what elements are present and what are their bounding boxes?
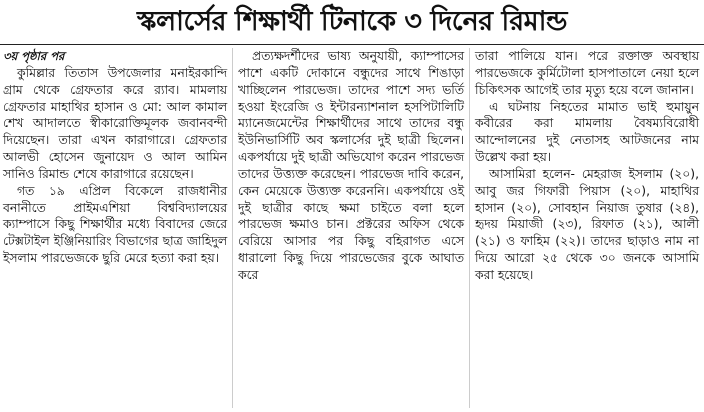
headline: স্কলার্সের শিক্ষার্থী টিনাকে ৩ দিনের রিমান্ড [137, 6, 567, 37]
paragraph: গত ১৯ এপ্রিল বিকেলে রাজধানীর বনানীতে প্রাইমএশিয়া বিশ্ববিদ্যালয়ের ক্যাম্পাসে কিছু শিক্ষার্থীর মধ্যে বিবাদের জেরে টেক্সটাইল ইঞ্জিনিয়ারিং বিভাগের ছাত্র জাহিদুল ইসলাম পারভেজকে ছুরি মেরে হত্যা করা হয়। [3, 183, 227, 266]
continuation-label: ৩য় পৃষ্ঠার পর [3, 49, 65, 63]
column-separator [469, 48, 470, 408]
paragraph: আসামিরা হলেন- মেহরাজ ইসলাম (২০), আবু জর গিফারী পিয়াস (২০), মাহাথির হাসান (২০), সোবহান নিয়াজ তুষার (২৪), হৃদয় মিয়াজী (২৩), রিফাত (২১), আলী (২১) ও ফাহিম (২২)। তাদের ছাড়াও নাম না দিয়ে আরো ২৫ থেকে ৩০ জনকে আসামি করা হয়েছে। [475, 166, 699, 282]
column-2 [238, 48, 464, 284]
paragraph: এ ঘটনায় নিহতের মামাত ভাই হুমায়ুন কবীরের করা মামলায় বৈষম্যবিরোধী আন্দোলনের দুই নেতাসহ আটজনের নাম উল্লেখ করা হয়। [475, 99, 699, 165]
column-3 [475, 48, 699, 284]
paragraph: কুমিল্লার তিতাস উপজেলার মনাইরকান্দি গ্রাম থেকে গ্রেফতার করে র‍্যাব। মামলায় গ্রেফতার মাহাথির হাসান ও মো: আল কামাল শেখ আদালতে স্বীকারোক্তিমূলক জবানবন্দী দিয়েছেন। তারা এখন কারাগারে। গ্রেফতার আলভী হোসেন জুনায়েদ ও আল আমিন সানিও রিমান্ড শেষে কারাগারে রয়েছেন। [3, 65, 227, 181]
column-separator [232, 48, 233, 408]
column-1 [3, 48, 227, 267]
paragraph: তারা পালিয়ে যান। পরে রক্তাক্ত অবস্থায় পারভেজকে কুর্মিটোলা হাসপাতালে নেয়া হলে চিকিৎসক আগেই তার মৃত্যু হয়ে বলে জানান। [475, 49, 699, 97]
headline-rule [0, 44, 704, 45]
paragraph: প্রত্যক্ষদর্শীদের ভাষ্য অনুযায়ী, ক্যাম্পাসের পাশে একটি দোকানে বন্ধুদের সাথে শিঙাড়া খাচ্ছিলেন পারভেজ। তাদের পাশে সদ্য ভর্তি হওয়া ইংরেজি ও ইন্টারন্যাশনাল হসপিটালিটি ম্যানেজমেন্টের শিক্ষার্থীদের সাথে তাদের বন্ধু ইউনিভার্সিটি অব স্কলার্সের দুই ছাত্রী ছিলেন। একপর্যায়ে দুই ছাত্রী অভিযোগ করেন পারভেজ তাদের উত্ত্যক্ত করেছেন। পারভেজ দাবি করেন, কেন মেয়েকে উত্ত্যক্ত করেননি। একপর্যায়ে ওই দুই ছাত্রীর কাছে ক্ষমা চাইতে বলা হলে পারভেজ ক্ষমাও চান। প্রক্টরের অফিস থেকে বেরিয়ে আসার পর কিছু বহিরাগত এসে ধারালো কিছু দিয়ে পারভেজের বুকে আঘাত করে [238, 49, 464, 282]
